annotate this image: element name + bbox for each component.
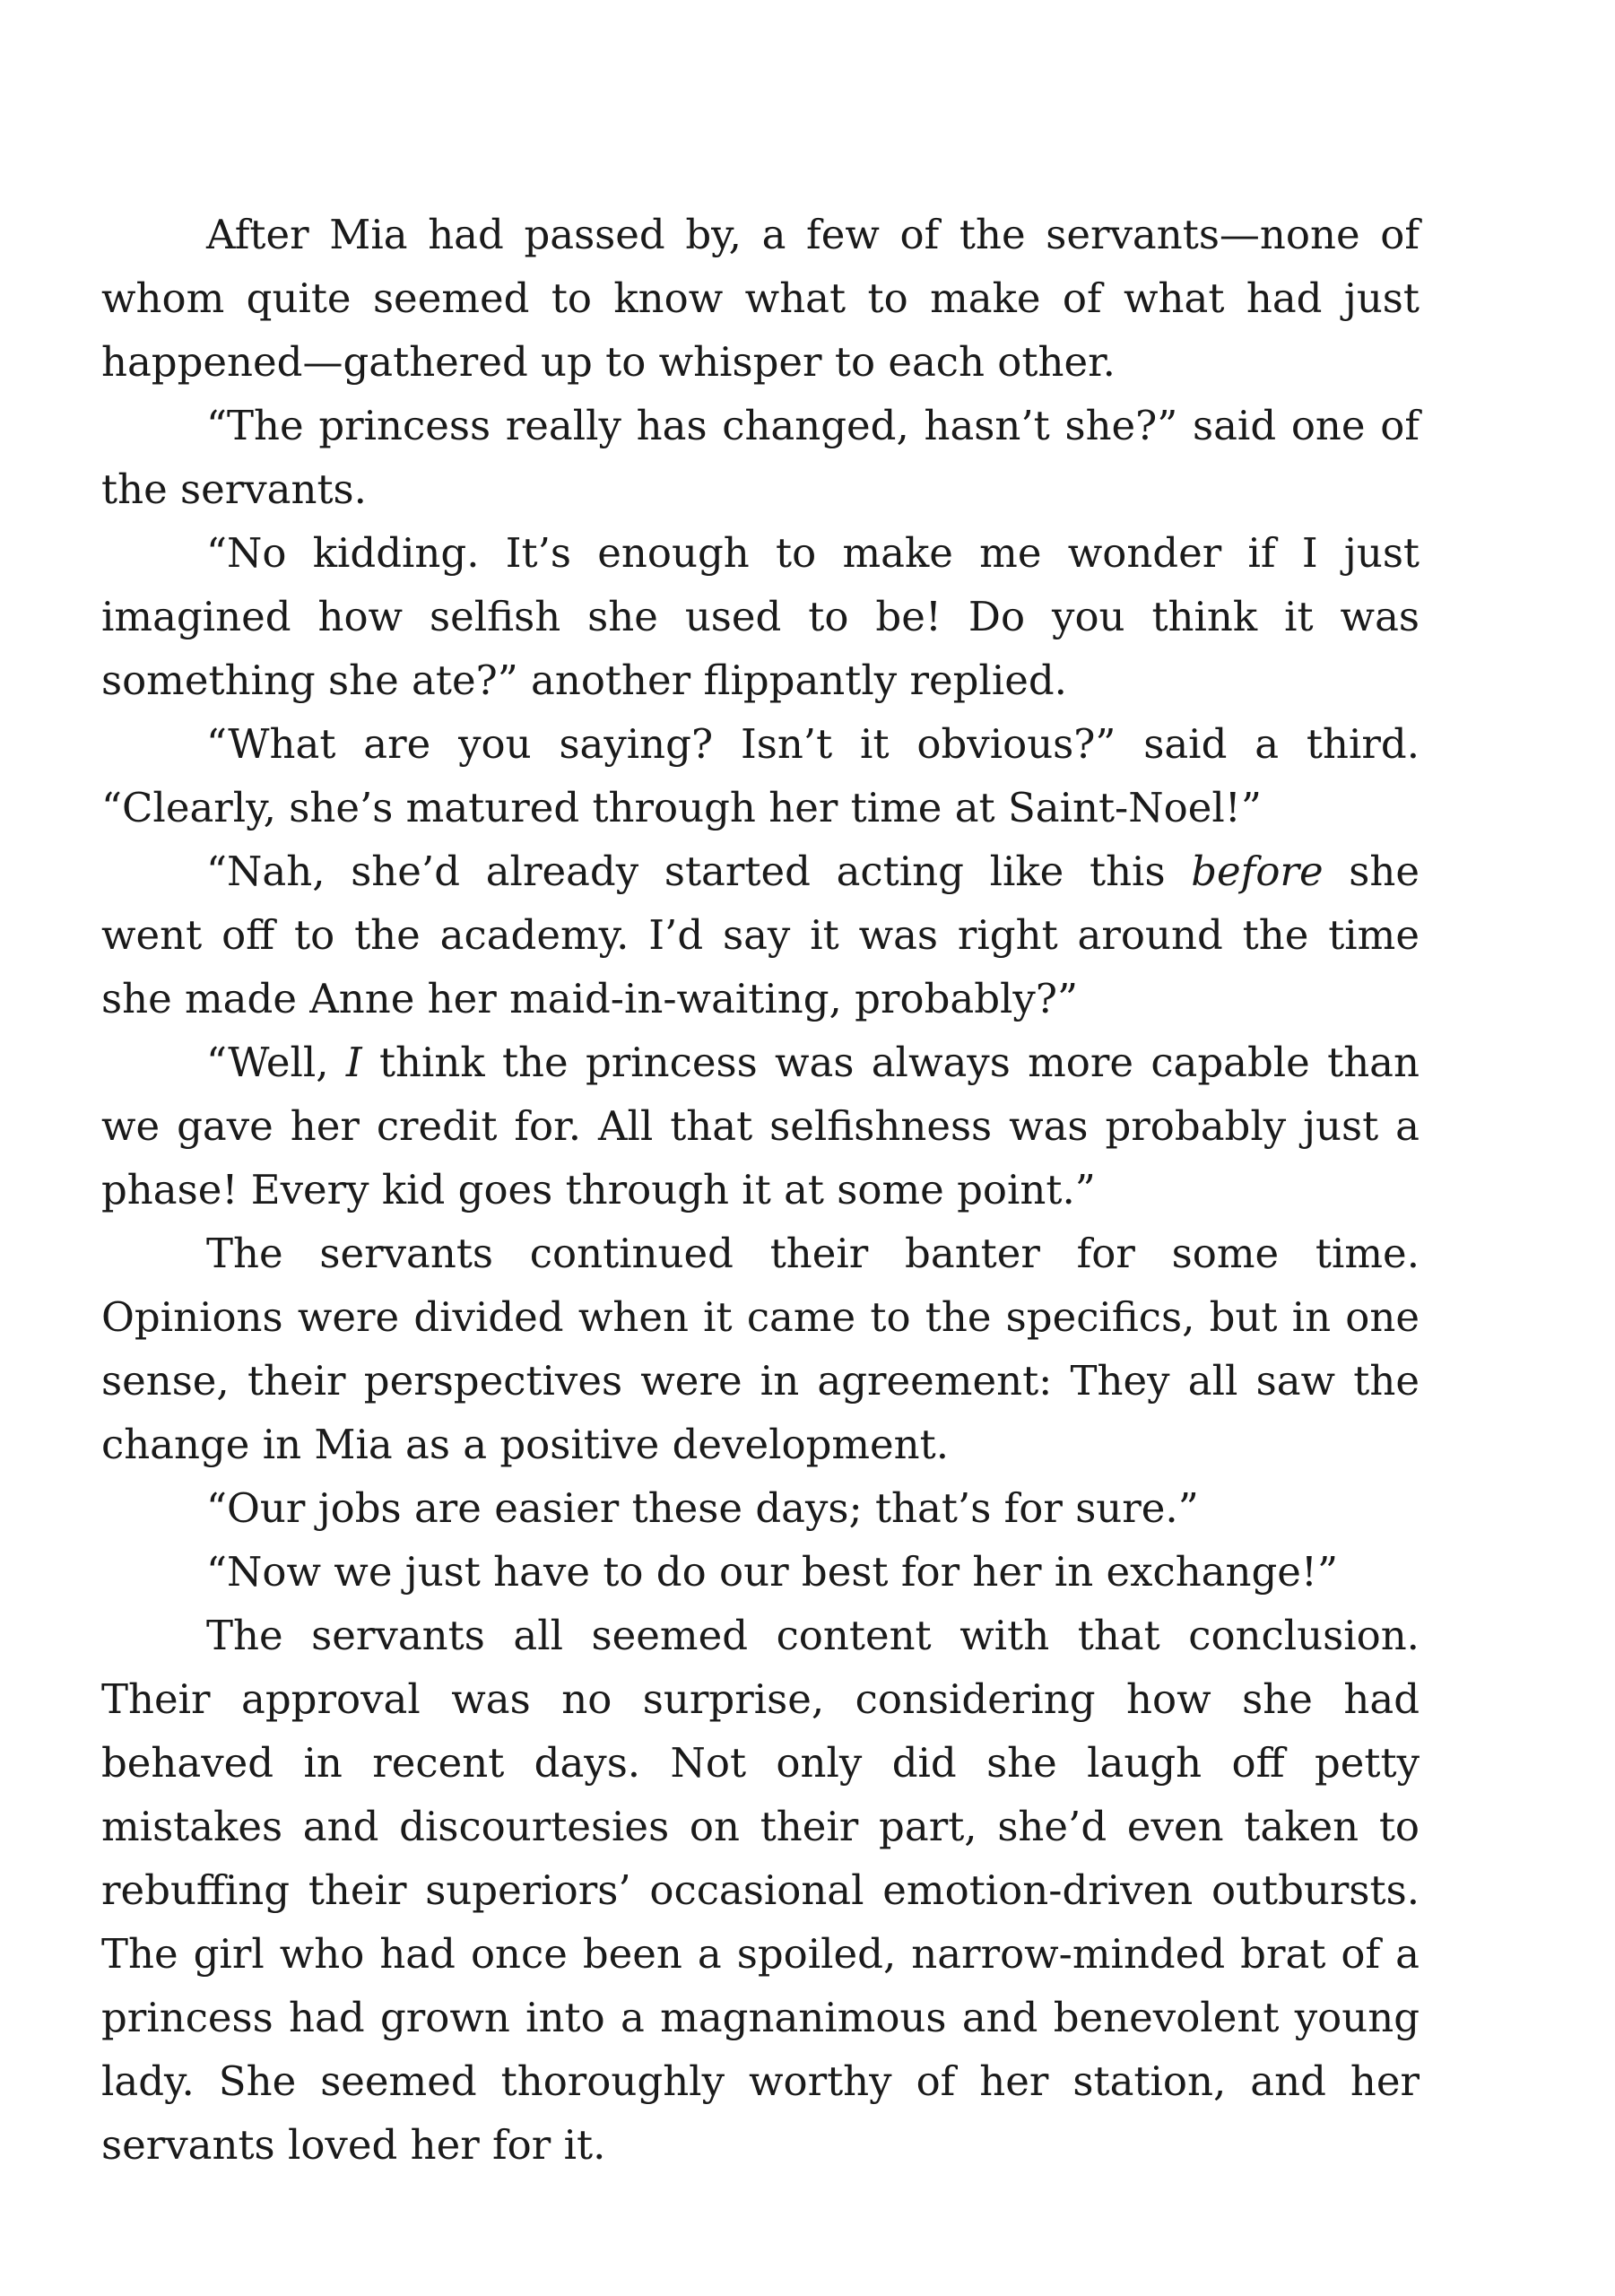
paragraph-text: “The princess really has changed, hasn’t she?” said one of the servants.: [101, 402, 1420, 513]
italic-emphasis: before: [1191, 848, 1324, 895]
paragraph-text: think the princess was always more capable than we gave her credit for. All that selfishness was probably just a phase! Every kid goes through it at some point.”: [101, 1039, 1420, 1213]
paragraph-text: The servants all seemed content with that conclusion. Their approval was no surprise, considering how she had behaved in recent days. Not only did she laugh off petty mistakes and discourtesies on their part, she’d even taken to rebuffing their superiors’ occasional emotion-driven outbursts. The girl who had once been a spoiled, narrow-minded brat of a princess had grown into a magnanimous and benevolent young lady. She seemed thoroughly worthy of her station, and her servants loved her for it.: [101, 1612, 1420, 2169]
paragraph-text: The servants continued their banter for some time. Opinions were divided when it came to the specifics, but in one sense, their perspectives were in agreement: They all saw the change in Mia as a positive development.: [101, 1230, 1420, 1468]
italic-emphasis: I: [345, 1039, 362, 1086]
paragraph-text: After Mia had passed by, a few of the servants—none of whom quite seemed to know what to make of what had just happened—gathered up to whisper to each other.: [101, 211, 1420, 386]
paragraph-9: [101, 1540, 1420, 1604]
paragraph-text: “Now we just have to do our best for her in exchange!”: [206, 1548, 1339, 1596]
paragraph-text: “What are you saying? Isn’t it obvious?” said a third. “Clearly, she’s matured through her time at Saint-Noel!”: [101, 720, 1420, 831]
paragraph-text: “No kidding. It’s enough to make me wonder if I just imagined how selfish she used to be! Do you think it was something she ate?” another flippantly replied.: [101, 529, 1420, 704]
paragraph-10: [101, 1604, 1420, 2177]
paragraph-text: she went off to the academy. I’d say it was right around the time she made Anne her maid-in-waiting, probably?”: [101, 848, 1420, 1022]
paragraph-2: [101, 394, 1420, 521]
paragraph-7: [101, 1222, 1420, 1476]
body-text: [101, 203, 1420, 2177]
paragraph-4: [101, 712, 1420, 839]
paragraph-text: “Nah, she’d already started acting like this: [206, 848, 1192, 895]
paragraph-1: [101, 203, 1420, 394]
paragraph-6: [101, 1031, 1420, 1222]
paragraph-text: “Our jobs are easier these days; that’s for sure.”: [206, 1484, 1199, 1532]
paragraph-text: “Well,: [206, 1039, 346, 1086]
paragraph-5: [101, 839, 1420, 1031]
paragraph-8: [101, 1476, 1420, 1540]
paragraph-3: [101, 521, 1420, 712]
